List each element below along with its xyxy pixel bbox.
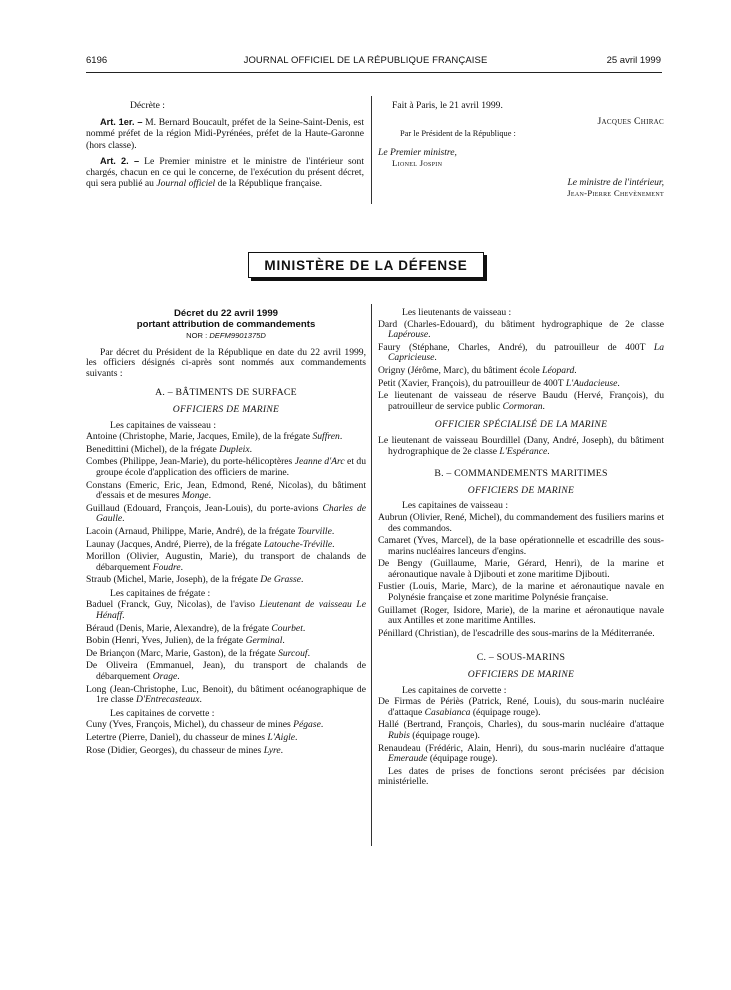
assignment-end: . xyxy=(617,377,620,389)
assignment-end: (équipage rouge). xyxy=(470,706,541,718)
assignment-end: . xyxy=(122,513,125,525)
list-item xyxy=(86,575,366,586)
officer-assignment: Combes (Philippe, Jean-Marie), du porte-hélicoptères xyxy=(86,456,295,468)
officer-assignment: Constans (Emeric, Eric, Jean, Edmond, René, Nicolas), du bâtiment d'essais et de mesures xyxy=(86,479,366,502)
list-item xyxy=(86,457,366,478)
assignment-end: . xyxy=(320,719,324,731)
officer-assignment: Rose (Didier, Georges), du chasseur de mines xyxy=(86,744,264,756)
article-2-text-b: de la République française. xyxy=(217,178,323,190)
list-item xyxy=(378,366,664,377)
decrete-line: Décrète : xyxy=(130,100,165,111)
nor-code: DEFM9901375D xyxy=(209,331,266,340)
section-a-subtitle: OFFICIERS DE MARINE xyxy=(172,403,280,415)
vessel-name: Germinal xyxy=(245,635,283,647)
nor-reference xyxy=(86,331,366,342)
premier-ministre-title: Le Premier ministre, xyxy=(378,146,457,158)
vessel-name: Lyre xyxy=(263,744,281,756)
list-item xyxy=(378,436,664,457)
vessel-name: Léopard xyxy=(542,364,575,376)
ministry-title: MINISTÈRE DE LA DÉFENSE xyxy=(264,257,468,273)
list-item xyxy=(86,540,366,551)
journal-title: JOURNAL OFFICIEL DE LA RÉPUBLIQUE FRANÇAISE xyxy=(243,55,488,66)
list-item: Guillamet (Roger, Isidore, Marie), de la marine et aéronautique navale aux Antilles et zone maritime Antilles. xyxy=(378,604,664,627)
list-item xyxy=(378,343,664,364)
president-signature: Jacques Chirac xyxy=(597,116,664,128)
list-section-c xyxy=(378,697,664,765)
list-item xyxy=(86,733,366,744)
list-item xyxy=(378,744,664,765)
assignment-end: . xyxy=(547,445,550,457)
assignment-end: . xyxy=(428,329,431,341)
list-item xyxy=(86,649,366,660)
list-item xyxy=(378,320,664,341)
ministre-interieur-name: Jean-Pierre Chevènement xyxy=(567,188,664,199)
closing-note: Les dates de prises de fonctions seront précisées par décision ministérielle. xyxy=(378,765,664,788)
assignment-end: et du groupe école d'application des officiers de marine. xyxy=(96,456,366,478)
list-item xyxy=(378,720,664,741)
vessel-name: Charles de Gaulle xyxy=(96,502,366,525)
officer-assignment: Baduel (Franck, Guy, Nicolas), de l'aviso xyxy=(86,599,260,611)
group-capitaines-vaisseau: Les capitaines de vaisseau : xyxy=(110,419,217,431)
officer-assignment: De Oliveira (Emmanuel, Jean), du transport de chalands de débarquement xyxy=(86,660,366,683)
section-b-subtitle: OFFICIERS DE MARINE xyxy=(467,484,575,496)
officer-assignment: Hallé (Bertrand, François, Charles), du sous-marin nucléaire d'attaque xyxy=(378,719,664,731)
right-column xyxy=(378,308,664,788)
group-capitaines-fregate: Les capitaines de frégate : xyxy=(110,587,211,599)
assignment-end: . xyxy=(302,622,306,634)
article-2-label: Art. 2. – xyxy=(100,155,140,166)
vessel-name: Dupleix xyxy=(219,443,250,455)
officer-assignment: Long (Jean-Christophe, Luc, Benoit), du bâtiment océanographique de 1re classe xyxy=(86,683,366,706)
list-item: Camaret (Yves, Marcel), de la base opérationnelle et escadrille des sous-marins nucléaires lanceurs d'engins. xyxy=(378,535,664,557)
issue-date: 25 avril 1999 xyxy=(606,55,661,66)
vessel-name: D'Entrecasteaux xyxy=(135,694,200,706)
list-item xyxy=(378,391,664,412)
specialist-subtitle: OFFICIER SPÉCIALISÉ DE LA MARINE xyxy=(434,419,608,431)
vessel-name: Latouche-Tréville xyxy=(263,538,333,550)
list-capitaines-vaisseau xyxy=(86,432,366,586)
top-column-divider xyxy=(371,96,372,204)
officer-assignment: Launay (Jacques, André, Pierre), de la frégate xyxy=(86,538,264,550)
ministry-title-box xyxy=(248,252,484,278)
list-section-b xyxy=(378,513,664,640)
list-item xyxy=(86,720,366,731)
vessel-name: La Capricieuse xyxy=(388,341,664,364)
signature-block xyxy=(378,100,664,199)
vessel-name: Rubis xyxy=(388,730,410,741)
article-1-text: M. Bernard Boucault, préfet de la Seine-Saint-Denis, est nommé préfet de la région Midi-Pyrénées, préfet de la Haute-Garonne (hors classe). xyxy=(86,117,364,151)
premier-ministre-name: Lionel Jospin xyxy=(392,157,443,168)
nor-label: NOR : xyxy=(186,331,208,340)
vessel-name: Cormoran xyxy=(502,400,543,412)
vessel-name: Suffren xyxy=(312,431,340,443)
list-item: Aubrun (Olivier, René, Michel), du commandement des fusiliers marins et des commandos. xyxy=(378,511,664,534)
vessel-name: Foudre xyxy=(152,561,181,573)
assignment-end: . xyxy=(208,490,211,502)
list-item xyxy=(378,379,664,390)
list-item xyxy=(86,661,366,682)
page-number: 6196 xyxy=(86,55,108,66)
vessel-name: Monge xyxy=(181,490,209,502)
assignment-end: . xyxy=(434,352,437,364)
vessel-name: Tourville xyxy=(297,525,332,537)
officer-assignment: Cuny (Yves, François, Michel), du chasseur de mines xyxy=(86,719,294,731)
officer-assignment: Dard (Charles-Edouard), du bâtiment hydrographique de 2e classe xyxy=(378,318,664,330)
column-divider xyxy=(371,304,372,846)
assignment-end: . xyxy=(199,694,202,706)
article-2 xyxy=(86,156,364,190)
decree-title-line2: portant attribution de commandements xyxy=(136,319,316,330)
fait-a-paris: Fait à Paris, le 21 avril 1999. xyxy=(392,100,503,111)
officer-assignment: Renaudeau (Frédéric, Alain, Henri), du sous-marin nucléaire d'attaque xyxy=(378,742,664,754)
vessel-name: Lapérouse xyxy=(388,329,429,341)
officer-assignment: Le lieutenant de vaisseau Bourdillel (Dany, André, Joseph), du bâtiment hydrographique de 2e classe xyxy=(378,434,664,457)
list-item xyxy=(378,697,664,718)
group-lieutenants-vaisseau: Les lieutenants de vaisseau : xyxy=(402,307,512,318)
assignment-end: . xyxy=(180,561,184,573)
vessel-name: Emeraude xyxy=(388,753,428,765)
assignment-end: . xyxy=(574,364,577,376)
list-item xyxy=(86,600,366,621)
vessel-name: Courbet xyxy=(271,622,303,634)
section-c-subtitle: OFFICIERS DE MARINE xyxy=(467,669,575,681)
list-item xyxy=(86,481,366,502)
assignment-end: . xyxy=(542,400,545,412)
left-column xyxy=(86,308,366,758)
list-item xyxy=(86,685,366,706)
officer-assignment: Morillon (Olivier, Augustin, Marie), du transport de chalands de débarquement xyxy=(86,551,366,573)
article-2-journal: Journal officiel xyxy=(156,178,216,190)
assignment-end: . xyxy=(282,635,285,647)
assignment-end: . xyxy=(332,538,335,550)
officer-assignment: Lacoin (Arnaud, Philippe, Marie, André), de la frégate xyxy=(86,525,298,537)
group-capitaines-corvette: Les capitaines de corvette : xyxy=(110,707,215,719)
list-item xyxy=(86,552,366,573)
list-lieutenants-vaisseau xyxy=(378,320,664,413)
assignment-end: . xyxy=(301,574,304,586)
vessel-name: L'Audacieuse xyxy=(565,377,618,389)
list-item xyxy=(86,504,366,525)
list-item: Pénillard (Christian), de l'escadrille des sous-marins de la Méditerranée. xyxy=(378,627,655,639)
section-c-title: C. – SOUS-MARINS xyxy=(476,652,566,664)
vessel-name: Orage xyxy=(152,671,178,683)
vessel-name: L'Espérance xyxy=(499,445,548,457)
officer-assignment: De Briançon (Marc, Marie, Gaston), de la frégate xyxy=(86,647,279,659)
assignment-end: . xyxy=(249,443,252,455)
decree-intro: Par décret du Président de la République en date du 22 avril 1999, les officiers désignés ci-après sont nommés aux commandements suivants : xyxy=(86,346,366,379)
section-a-title: A. – BÂTIMENTS DE SURFACE xyxy=(155,387,297,399)
vessel-name: L'Aigle xyxy=(267,732,296,743)
vessel-name: Lieutenant de vaisseau Le Hénaff xyxy=(96,599,367,622)
previous-decree-articles xyxy=(86,100,364,194)
page-header xyxy=(0,55,731,69)
par-le-president: Par le Président de la République : xyxy=(400,129,516,139)
assignment-end: . xyxy=(307,647,310,659)
list-item: Fustier (Louis, Marie, Marc), de la marine et aéronautique navale en Polynésie française et zone maritime Polynésie française. xyxy=(378,581,664,604)
vessel-name: Surcouf xyxy=(278,647,308,659)
list-item xyxy=(86,746,366,757)
vessel-name: Jeanne d'Arc xyxy=(294,456,345,468)
article-2-text-a: Le Premier ministre et le ministre de l'intérieur sont chargés, chacun en ce qui le concerne, de l'exécution du présent décret, qui sera publié au xyxy=(86,155,364,190)
header-rule xyxy=(86,72,662,73)
article-1-label: Art. 1er. – xyxy=(100,117,143,128)
assignment-end: (équipage rouge). xyxy=(409,730,480,741)
list-item xyxy=(86,432,366,443)
officer-assignment: Bobin (Henri, Yves, Julien), de la frégate xyxy=(86,635,246,647)
assignment-end: . xyxy=(122,610,125,622)
list-capitaines-corvette xyxy=(86,720,366,756)
assignment-end: . xyxy=(339,431,343,443)
group-b-capitaines-vaisseau: Les capitaines de vaisseau : xyxy=(402,500,509,512)
assignment-end: . xyxy=(177,671,180,683)
officer-assignment: Le lieutenant de vaisseau de réserve Baudu (Hervé, François), du patrouilleur de service public xyxy=(378,390,664,412)
officer-assignment: Straub (Michel, Marie, Joseph), de la frégate xyxy=(86,574,261,586)
group-c-capitaines-corvette: Les capitaines de corvette : xyxy=(402,684,507,696)
officer-assignment: Faury (Stéphane, Charles, André), du patrouilleur de 400T xyxy=(378,341,654,353)
decree-title-line1: Décret du 22 avril 1999 xyxy=(174,308,278,319)
officer-assignment: Guillaud (Edouard, François, Jean-Louis), du porte-avions xyxy=(86,502,323,514)
list-capitaines-fregate xyxy=(86,600,366,705)
list-item xyxy=(86,624,366,635)
vessel-name: De Grasse xyxy=(260,574,302,586)
officer-assignment: Letertre (Pierre, Daniel), du chasseur de mines xyxy=(86,732,268,743)
officer-assignment: Benedittini (Michel), de la frégate xyxy=(86,443,220,455)
assignment-end: . xyxy=(280,744,284,756)
list-item xyxy=(86,636,366,647)
section-b-title: B. – COMMANDEMENTS MARITIMES xyxy=(434,468,608,480)
assignment-end: (équipage rouge). xyxy=(427,753,498,765)
officer-assignment: De Firmas de Périès (Patrick, René, Louis), du sous-marin nucléaire d'attaque xyxy=(378,696,664,718)
list-item xyxy=(86,445,366,456)
vessel-name: Casabianca xyxy=(424,706,471,718)
officer-assignment: Antoine (Christophe, Marie, Jacques, Emile), de la frégate xyxy=(86,431,313,443)
ministre-interieur-title: Le ministre de l'intérieur, xyxy=(567,177,664,189)
list-item xyxy=(86,527,366,538)
list-specialist xyxy=(378,436,664,457)
list-item: De Bengy (Guillaume, Marie, Gérard, Henri), de la marine et aéronautique navale à Djibouti et zone maritime Djibouti. xyxy=(378,558,664,580)
officer-assignment: Petit (Xavier, François), du patrouilleur de 400T xyxy=(378,377,566,389)
vessel-name: Pégase xyxy=(293,719,321,731)
article-1 xyxy=(86,117,364,151)
officer-assignment: Béraud (Denis, Marie, Alexandre), de la frégate xyxy=(86,622,272,634)
officer-assignment: Origny (Jérôme, Marc), du bâtiment école xyxy=(378,364,543,376)
assignment-end: . xyxy=(295,732,298,743)
assignment-end: . xyxy=(331,525,335,537)
